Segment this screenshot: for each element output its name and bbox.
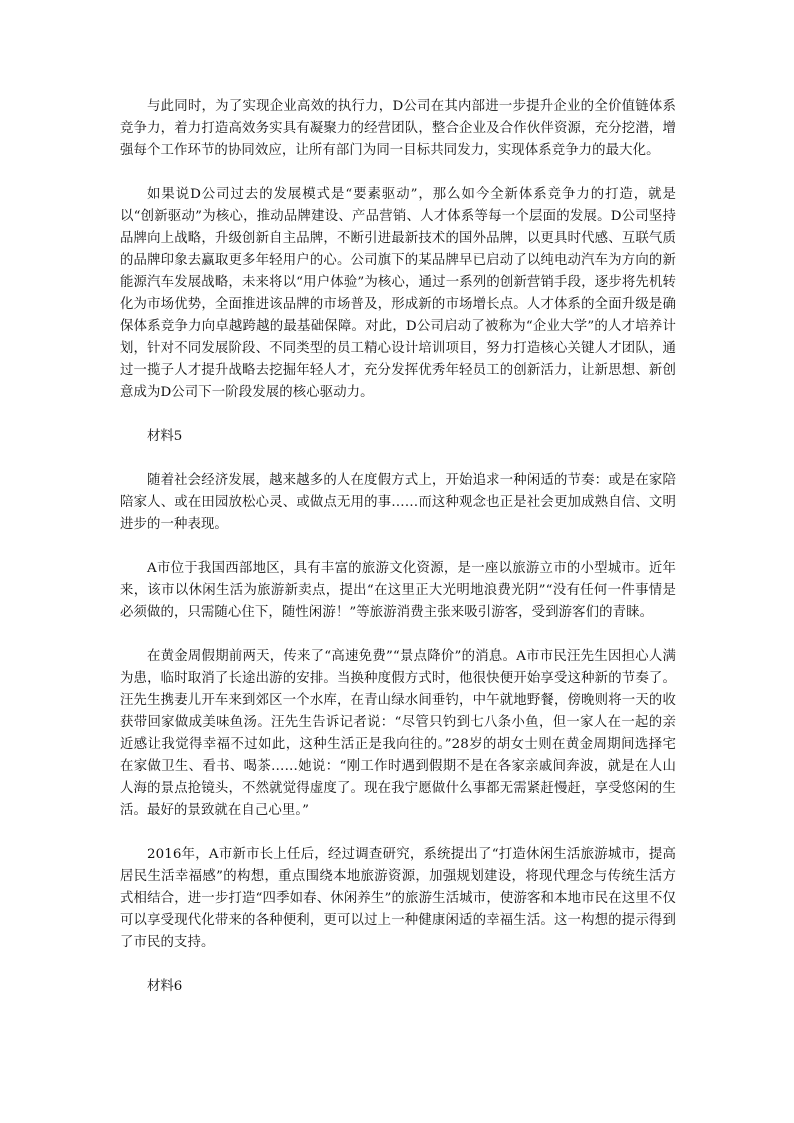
material-5-heading: 材料5: [147, 429, 183, 444]
paragraph-gap: [120, 162, 676, 184]
paragraph-gap: [120, 404, 676, 426]
paragraph-execution: 与此同时，为了实现企业高效的执行力，D公司在其内部进一步提升企业的全价值链体系竞争力，着力打造高效务实具有凝聚力的经营团队，整合企业及合作伙伴资源，充分挖潜，增强每个工作环节的协同效应，让所有部门为同一目标共同发力，实现体系竞争力的最大化。: [120, 99, 676, 158]
paragraph-mayor-plan: 2016年，A市新市长上任后，经过调查研究，系统提出了“打造休闲生活旅游城市，提高居民生活幸福感”的构想，重点围绕本地旅游资源，加强规划建设，将现代理念与传统生活方式相结合，进一步打造“四季如春、休闲养生”的旅游生活城市，使游客和本地市民在这里不仅可以享受现代化带来的各种便利，更可以过上一种健康闲适的幸福生活。这一构想的提示得到了市民的支持。: [120, 847, 676, 950]
paragraph-city-a: A市位于我国西部地区，具有丰富的旅游文化资源，是一座以旅游立市的小型城市。近年来，该市以休闲生活为旅游新卖点，提出“在这里正大光明地浪费光阴”“没有任何一件事情是必须做的，只需随心住下，随性闲游！”等旅游消费主张来吸引游客，受到游客们的青睐。: [120, 561, 676, 620]
paragraph-golden-week: 在黄金周假期前两天，传来了“高速免费”“景点降价”的消息。A市市民汪先生因担心人满为患，临时取消了长途出游的安排。当换种度假方式时，他很快便开始享受这种新的节奏了。汪先生携妻儿开车来到郊区一个水库，在青山绿水间垂钓，中午就地野餐，傍晚则将一天的收获带回家做成美味鱼汤。汪先生告诉记者说：“尽管只钓到七八条小鱼，但一家人在一起的亲近感让我觉得幸福不过如此，这种生活正是我向往的。”28岁的胡女士则在黄金周期间选择宅在家做卫生、看书、喝茶……她说：“刚工作时遇到假期不是在各家亲戚间奔波，就是在人山人海的景点抢镜头，不然就觉得虚度了。现在我宁愿做什么事都无需紧赶慢赶，享受悠闲的生活。最好的景致就在自己心里。”: [120, 649, 676, 818]
paragraph-gap: [120, 448, 676, 470]
paragraph-innovation: 如果说D公司过去的发展模式是“要素驱动”，那么如今全新体系竞争力的打造，就是以“创新驱动”为核心，推动品牌建设、产品营销、人才体系等每一个层面的发展。D公司坚持品牌向上战略，升级创新自主品牌，不断引进最新技术的国外品牌，以更具时代感、互联气质的品牌印象去赢取更多年轻用户的心。公司旗下的某品牌早已启动了以纯电动汽车为方向的新能源汽车发展战略，未来将以“用户体验”为核心，通过一系列的创新营销手段，逐步将先机转化为市场优势，全面推进该品牌的市场普及，形成新的市场增长点。人才体系的全面升级是确保体系竞争力向卓越跨越的最基础保障。对此，D公司启动了被称为“企业大学”的人才培养计划，针对不同发展阶段、不同类型的员工精心设计培训项目，努力打造核心关键人才团队，通过一揽子人才提升战略去挖掘年轻人才，充分发挥优秀年轻员工的创新活力，让新思想、新创意成为D公司下一阶段发展的核心驱动力。: [120, 187, 676, 400]
material-6-heading: 材料6: [147, 979, 183, 994]
paragraph-gap: [120, 624, 676, 646]
document-page: [120, 96, 676, 998]
paragraph-gap: [120, 822, 676, 844]
paragraph-leisure-trend: 随着社会经济发展，越来越多的人在度假方式上，开始追求一种闲适的节奏：或是在家陪陪家人、或在田园放松心灵、或做点无用的事……而这种观念也正是社会更加成熟自信、文明进步的一种表现。: [120, 473, 676, 532]
paragraph-gap: [120, 536, 676, 558]
paragraph-gap: [120, 954, 676, 976]
